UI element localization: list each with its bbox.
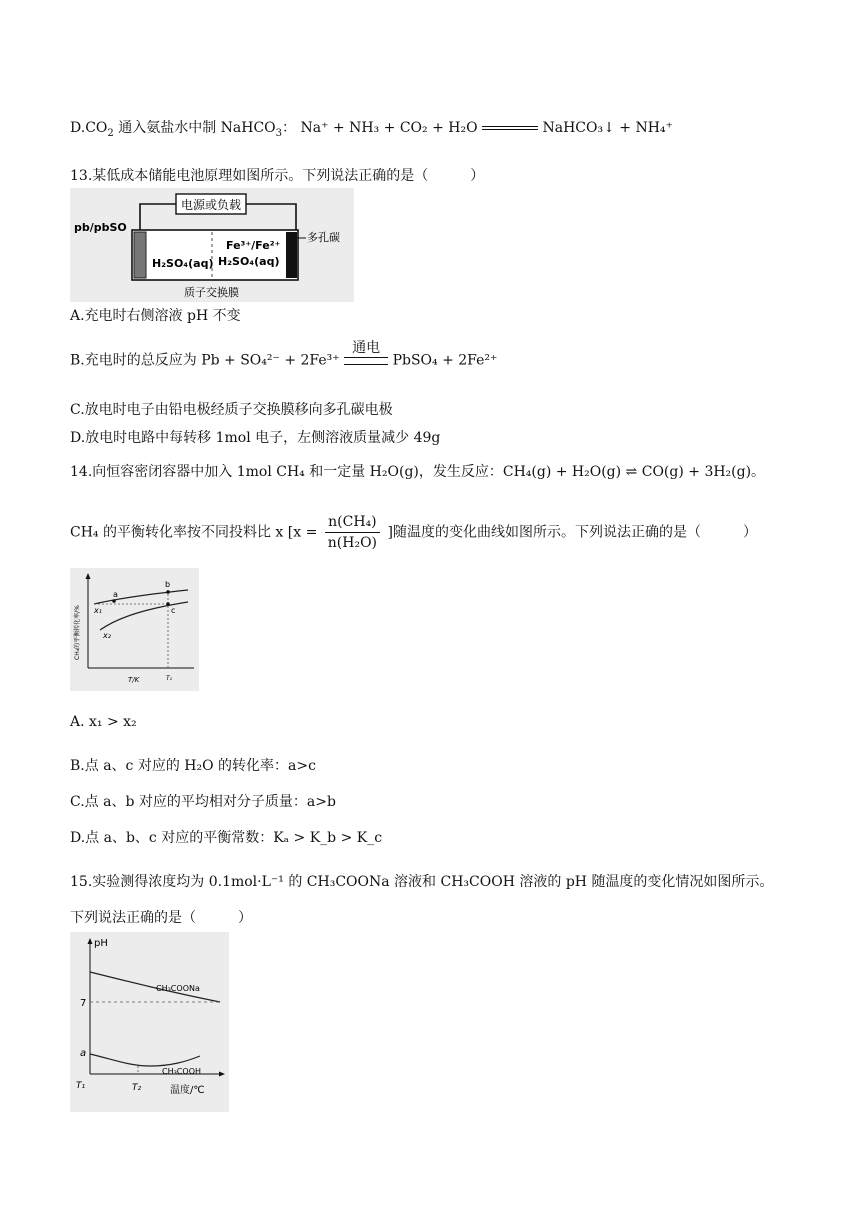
fraction-denominator: n(H₂O)	[327, 535, 378, 551]
q13-b-prefix: B.充电时的总反应为	[70, 352, 197, 369]
q13-b-eq-right: PbSO₄ + 2Fe²⁺	[392, 352, 498, 369]
q13-option-d: D.放电时电路中每转移 1mol 电子，左侧溶液质量减少 49g	[70, 430, 441, 446]
q14-option-c: C.点 a、b 对应的平均相对分子质量：a>b	[70, 794, 336, 810]
q13-b-eq-left: Pb + SO₄²⁻ + 2Fe³⁺	[201, 352, 340, 369]
ch3coona-curve-label: CH₃COONa	[156, 984, 200, 993]
t1-label: T₁	[166, 675, 173, 682]
mole-ratio-fraction	[325, 512, 380, 553]
x1-label: x₁	[94, 606, 102, 615]
q15-stem-a: 15.实验测得浓度均为 0.1mol·L⁻¹ 的 CH₃COONa 溶液和 CH₃COOH 溶液的 pH 随温度的变化情况如图所示。	[70, 874, 774, 890]
q14-option-d: D.点 a、b、c 对应的平衡常数：Kₐ > K_b > K_c	[70, 830, 383, 846]
q15-stem-b: 下列说法正确的是（ ）	[70, 910, 252, 926]
right-electrode-label: 多孔碳	[307, 231, 340, 244]
q12-d-text: 通入氨盐水中制	[118, 120, 217, 136]
right-solution-label: H₂SO₄(aq)	[218, 255, 280, 268]
q14-stem-b1: CH₄ 的平衡转化率按不同投料比 x [x =	[70, 524, 318, 541]
q14-stem-b	[70, 512, 757, 553]
point-a-label: a	[113, 590, 118, 599]
q15-ph-figure	[70, 932, 229, 1112]
x2-label: x₂	[103, 631, 111, 640]
ch3cooh-curve-label: CH₃COOH	[162, 1067, 202, 1076]
q13-option-b	[70, 340, 498, 373]
temperature-axis-label: 温度/℃	[170, 1085, 205, 1096]
t2-label: T₂	[132, 1083, 142, 1093]
q13-battery-figure	[70, 188, 354, 302]
q12-d-label: D.	[70, 120, 86, 136]
point-b	[166, 590, 170, 594]
point-b-label: b	[165, 580, 171, 589]
q12-d-eq-left: Na⁺ + NH₃ + CO₂ + H₂O	[300, 120, 478, 136]
q14-option-a: A. x₁ > x₂	[70, 714, 137, 730]
equal-arrow	[482, 121, 538, 135]
condition-label: 通电	[352, 340, 381, 356]
q14-option-b: B.点 a、c 对应的 H₂O 的转化率：a>c	[70, 758, 316, 774]
electrolysis-arrow	[344, 340, 388, 365]
point-a	[112, 599, 116, 603]
q14-stem-a: 14.向恒容密闭容器中加入 1mol CH₄ 和一定量 H₂O(g)，发生反应：CH₄(g) + H₂O(g) ⇌ CO(g) + 3H₂(g)。	[70, 464, 766, 480]
q12-d-eq-right: NaHCO₃↓ + NH₄⁺	[542, 120, 673, 136]
left-solution-label: H₂SO₄(aq)	[152, 257, 214, 270]
y-axis-label: CH₄的平衡转化率/%	[74, 605, 81, 660]
q13-stem: 13.某低成本储能电池原理如图所示。下列说法正确的是（ ）	[70, 168, 485, 184]
point-c-label: c	[171, 606, 176, 615]
power-label: 电源或负载	[180, 198, 242, 212]
fraction-numerator: n(CH₄)	[325, 512, 380, 533]
q12-option-d: $D.CO_2$ 通入氨盐水中制 NaHCO$_3$： Na⁺ + NH₃ + CO₂ + H₂O NaHCO₃↓ + NH₄⁺	[70, 120, 673, 139]
q13-option-c: C.放电时电子由铅电极经质子交换膜移向多孔碳电极	[70, 402, 393, 418]
q14-conversion-figure	[70, 568, 199, 691]
ph-axis-label: pH	[94, 938, 108, 949]
q14-stem-b2: ]随温度的变化曲线如图所示。下列说法正确的是（ ）	[387, 524, 757, 541]
q13-option-a: A.充电时右侧溶液 pH 不变	[70, 308, 241, 324]
t1-label: T₁	[76, 1081, 86, 1091]
left-electrode-label: pb/pbSO	[74, 221, 127, 234]
ph-a-label: a	[80, 1048, 87, 1059]
right-ions-label: Fe³⁺/Fe²⁺	[226, 239, 281, 252]
x-axis-label: T/K	[128, 676, 140, 684]
ph7-label: 7	[80, 998, 87, 1009]
point-c	[166, 602, 170, 606]
membrane-label: 质子交换膜	[184, 286, 239, 299]
